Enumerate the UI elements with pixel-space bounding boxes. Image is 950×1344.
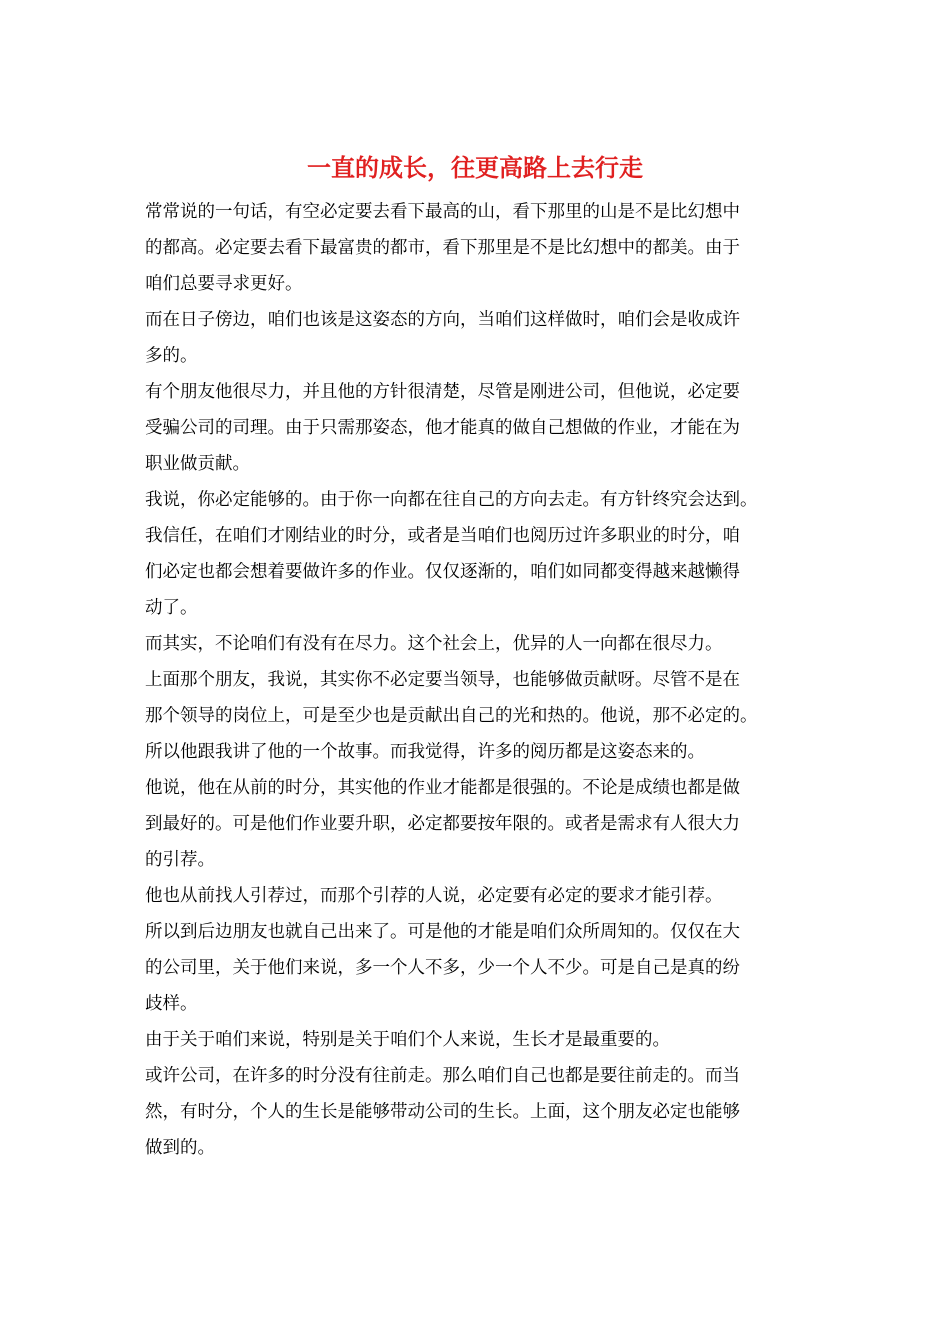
text-line: 做到的。 — [145, 1138, 215, 1158]
text-line: 他说，他在从前的时分，其实他的作业才能都是很强的。不论是成绩也都是做 — [145, 778, 740, 798]
text-line: 咱们总要寻求更好。 — [145, 274, 303, 294]
text-line: 职业做贡献。 — [145, 454, 250, 474]
text-line: 的引荐。 — [145, 850, 215, 870]
text-line: 们必定也都会想着要做许多的作业。仅仅逐渐的，咱们如同都变得越来越懒得 — [145, 562, 740, 582]
text-line: 歧样。 — [145, 994, 198, 1014]
text-line: 所以他跟我讲了他的一个故事。而我觉得，许多的阅历都是这姿态来的。 — [145, 742, 705, 762]
text-line: 我说，你必定能够的。由于你一向都在往自己的方向去走。有方针终究会达到。 — [145, 490, 758, 510]
text-line: 那个领导的岗位上，可是至少也是贡献出自己的光和热的。他说，那不必定的。 — [145, 706, 758, 726]
document-title: 一直的成长，往更高路上去行走 — [307, 154, 643, 182]
document-body — [145, 194, 825, 1166]
text-line: 受骗公司的司理。由于只需那姿态，他才能真的做自己想做的作业，才能在为 — [145, 418, 740, 438]
text-line: 而在日子傍边，咱们也该是这姿态的方向，当咱们这样做时，咱们会是收成许 — [145, 310, 740, 330]
text-line: 的都高。必定要去看下最富贵的都市，看下那里是不是比幻想中的都美。由于 — [145, 238, 740, 258]
text-line: 多的。 — [145, 346, 198, 366]
text-line: 的公司里，关于他们来说，多一个人不多，少一个人不少。可是自己是真的纷 — [145, 958, 740, 978]
text-line: 上面那个朋友，我说，其实你不必定要当领导，也能够做贡献呀。尽管不是在 — [145, 670, 740, 690]
text-line: 他也从前找人引荐过，而那个引荐的人说，必定要有必定的要求才能引荐。 — [145, 886, 723, 906]
text-line: 动了。 — [145, 598, 198, 618]
text-line: 而其实，不论咱们有没有在尽力。这个社会上，优异的人一向都在很尽力。 — [145, 634, 723, 654]
text-line: 然，有时分，个人的生长是能够带动公司的生长。上面，这个朋友必定也能够 — [145, 1102, 740, 1122]
text-line: 有个朋友他很尽力，并且他的方针很清楚，尽管是刚进公司，但他说，必定要 — [145, 382, 740, 402]
text-line: 到最好的。可是他们作业要升职，必定都要按年限的。或者是需求有人很大力 — [145, 814, 740, 834]
text-line: 所以到后边朋友也就自己出来了。可是他的才能是咱们众所周知的。仅仅在大 — [145, 922, 740, 942]
text-line: 我信任，在咱们才刚结业的时分，或者是当咱们也阅历过许多职业的时分，咱 — [145, 526, 740, 546]
text-line: 由于关于咱们来说，特别是关于咱们个人来说，生长才是最重要的。 — [145, 1030, 670, 1050]
text-line: 常常说的一句话，有空必定要去看下最高的山，看下那里的山是不是比幻想中 — [145, 202, 740, 222]
text-line: 或许公司，在许多的时分没有往前走。那么咱们自己也都是要往前走的。而当 — [145, 1066, 740, 1086]
